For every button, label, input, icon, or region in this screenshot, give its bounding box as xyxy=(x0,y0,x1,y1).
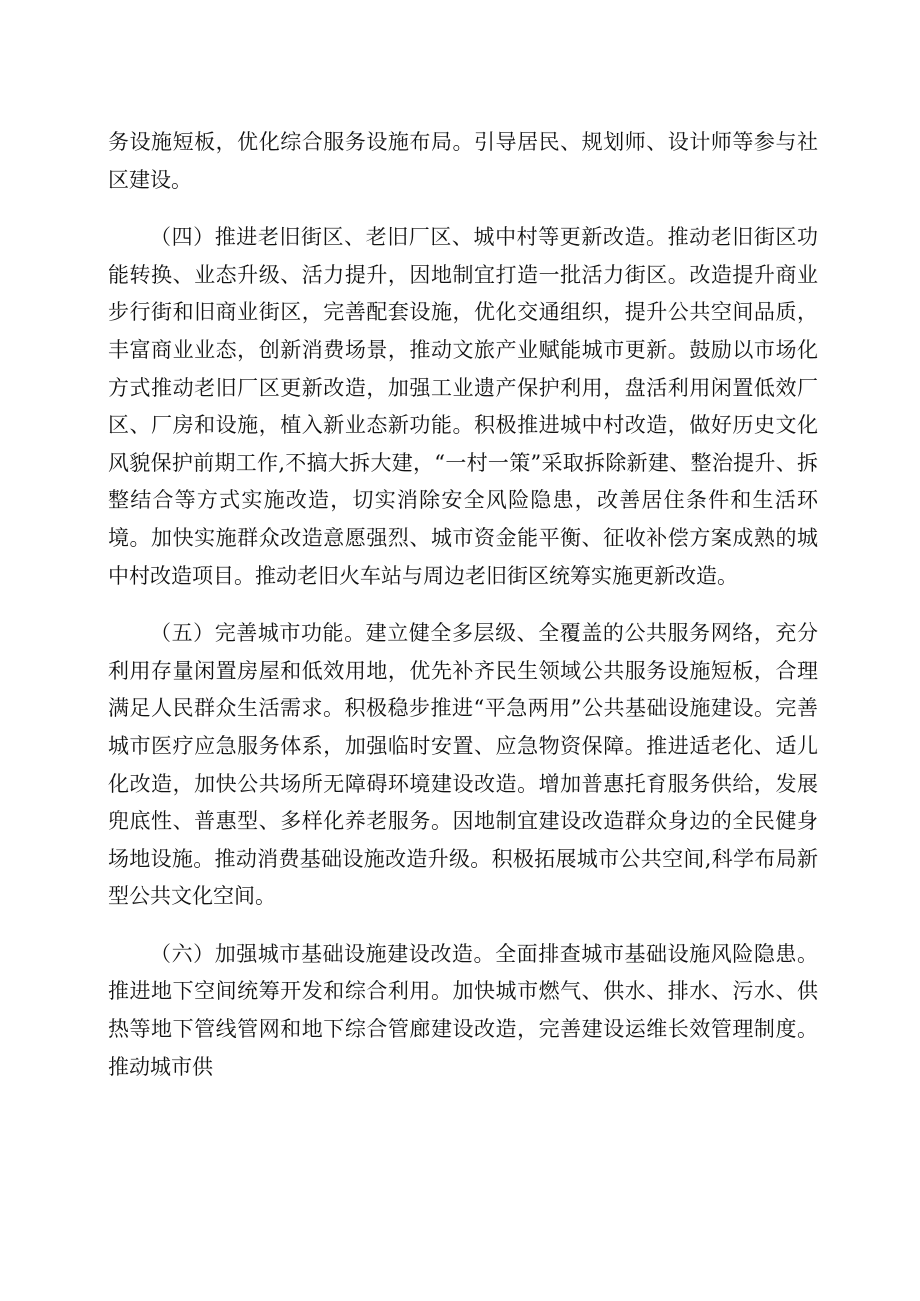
paragraph-section-4: （四）推进老旧街区、老旧厂区、城中村等更新改造。推动老旧街区功能转换、业态升级、活力提升，因地制宜打造一批活力街区。改造提升商业步行街和旧商业街区，完善配套设施，优化交通组织，提升公共空间品质，丰富商业业态，创新消费场景，推动文旅产业赋能城市更新。鼓励以市场化方式推动老旧厂区更新改造，加强工业遗产保护利用，盘活利用闲置低效厂区、厂房和设施，植入新业态新功能。积极推进城中村改造，做好历史文化风貌保护前期工作,不搞大拆大建，“一村一策”采取拆除新建、整治提升、拆整结合等方式实施改造，切实消除安全风险隐患，改善居住条件和生活环境。加快实施群众改造意愿强烈、城市资金能平衡、征收补偿方案成熟的城中村改造项目。推动老旧火车站与周边老旧街区统筹实施更新改造。 xyxy=(108,225,818,588)
paragraph-section-5: （五）完善城市功能。建立健全多层级、全覆盖的公共服务网络，充分利用存量闲置房屋和低效用地，优先补齐民生领域公共服务设施短板，合理满足人民群众生活需求。积极稳步推进“平急两用”公共基础设施建设。完善城市医疗应急服务体系，加强临时安置、应急物资保障。推进适老化、适儿化改造，加快公共场所无障碍环境建设改造。增加普惠托育服务供给，发展兜底性、普惠型、多样化养老服务。因地制宜建设改造群众身边的全民健身场地设施。推动消费基础设施改造升级。积极拓展城市公共空间,科学布局新型公共文化空间。 xyxy=(108,621,818,909)
document-body xyxy=(108,124,818,1106)
paragraph-continuation: 务设施短板，优化综合服务设施布局。引导居民、规划师、设计师等参与社区建设。 xyxy=(108,130,818,192)
paragraph-section-6: （六）加强城市基础设施建设改造。全面排查城市基础设施风险隐患。推进地下空间统筹开发和综合利用。加快城市燃气、供水、排水、污水、供热等地下管线管网和地下综合管廊建设改造，完善建设运维长效管理制度。推动城市供 xyxy=(108,941,818,1079)
